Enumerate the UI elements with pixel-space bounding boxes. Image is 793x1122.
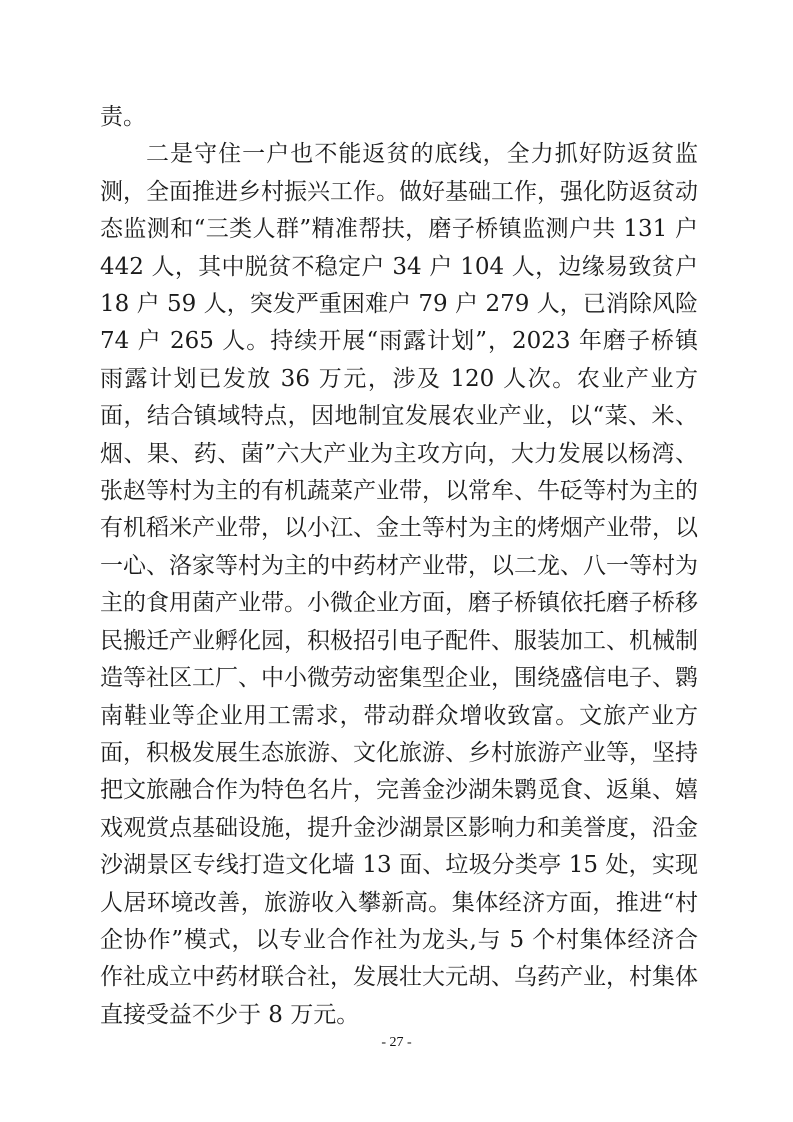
paragraph-continuation: 责。 [100,104,146,130]
page-number: - 27 - [381,1035,412,1050]
document-body [100,99,698,1034]
paragraph-main: 二是守住一户也不能返贫的底线，全力抓好防返贫监测，全面推进乡村振兴工作。做好基础工作，强化防返贫动态监测和“三类人群”精准帮扶，磨子桥镇监测户共 131 户 442 人，其中脱贫不稳定户 34 户 104 人，边缘易致贫户 18 户 59 人，突发严重困难户 79 户 279 人，已消除风险 74 户 265 人。持续开展“雨露计划”，2023 年磨子桥镇雨露计划已发放 36 万元，涉及 120 人次。农业产业方面，结合镇域特点，因地制宜发展农业产业，以“菜、米、烟、果、药、菌”六大产业为主攻方向，大力发展以杨湾、张赵等村为主的有机蔬菜产业带，以常牟、牛砭等村为主的有机稻米产业带，以小江、金土等村为主的烤烟产业带，以一心、洛家等村为主的中药材产业带，以二龙、八一等村为主的食用菌产业带。小微企业方面，磨子桥镇依托磨子桥移民搬迁产业孵化园，积极招引电子配件、服装加工、机械制造等社区工厂、中小微劳动密集型企业，围绕盛信电子、鹮南鞋业等企业用工需求，带动群众增收致富。文旅产业方面，积极发展生态旅游、文化旅游、乡村旅游产业等，坚持把文旅融合作为特色名片，完善金沙湖朱鹮觅食、返巢、嬉戏观赏点基础设施，提升金沙湖景区影响力和美誉度，沿金沙湖景区专线打造文化墙 13 面、垃圾分类亭 15 处，实现人居环境改善，旅游收入攀新高。集体经济方面，推进“村企协作”模式，以专业合作社为龙头,与 5 个村集体经济合作社成立中药材联合社，发展壮大元胡、乌药产业，村集体直接受益不少于 8 万元。 [100,141,698,1028]
